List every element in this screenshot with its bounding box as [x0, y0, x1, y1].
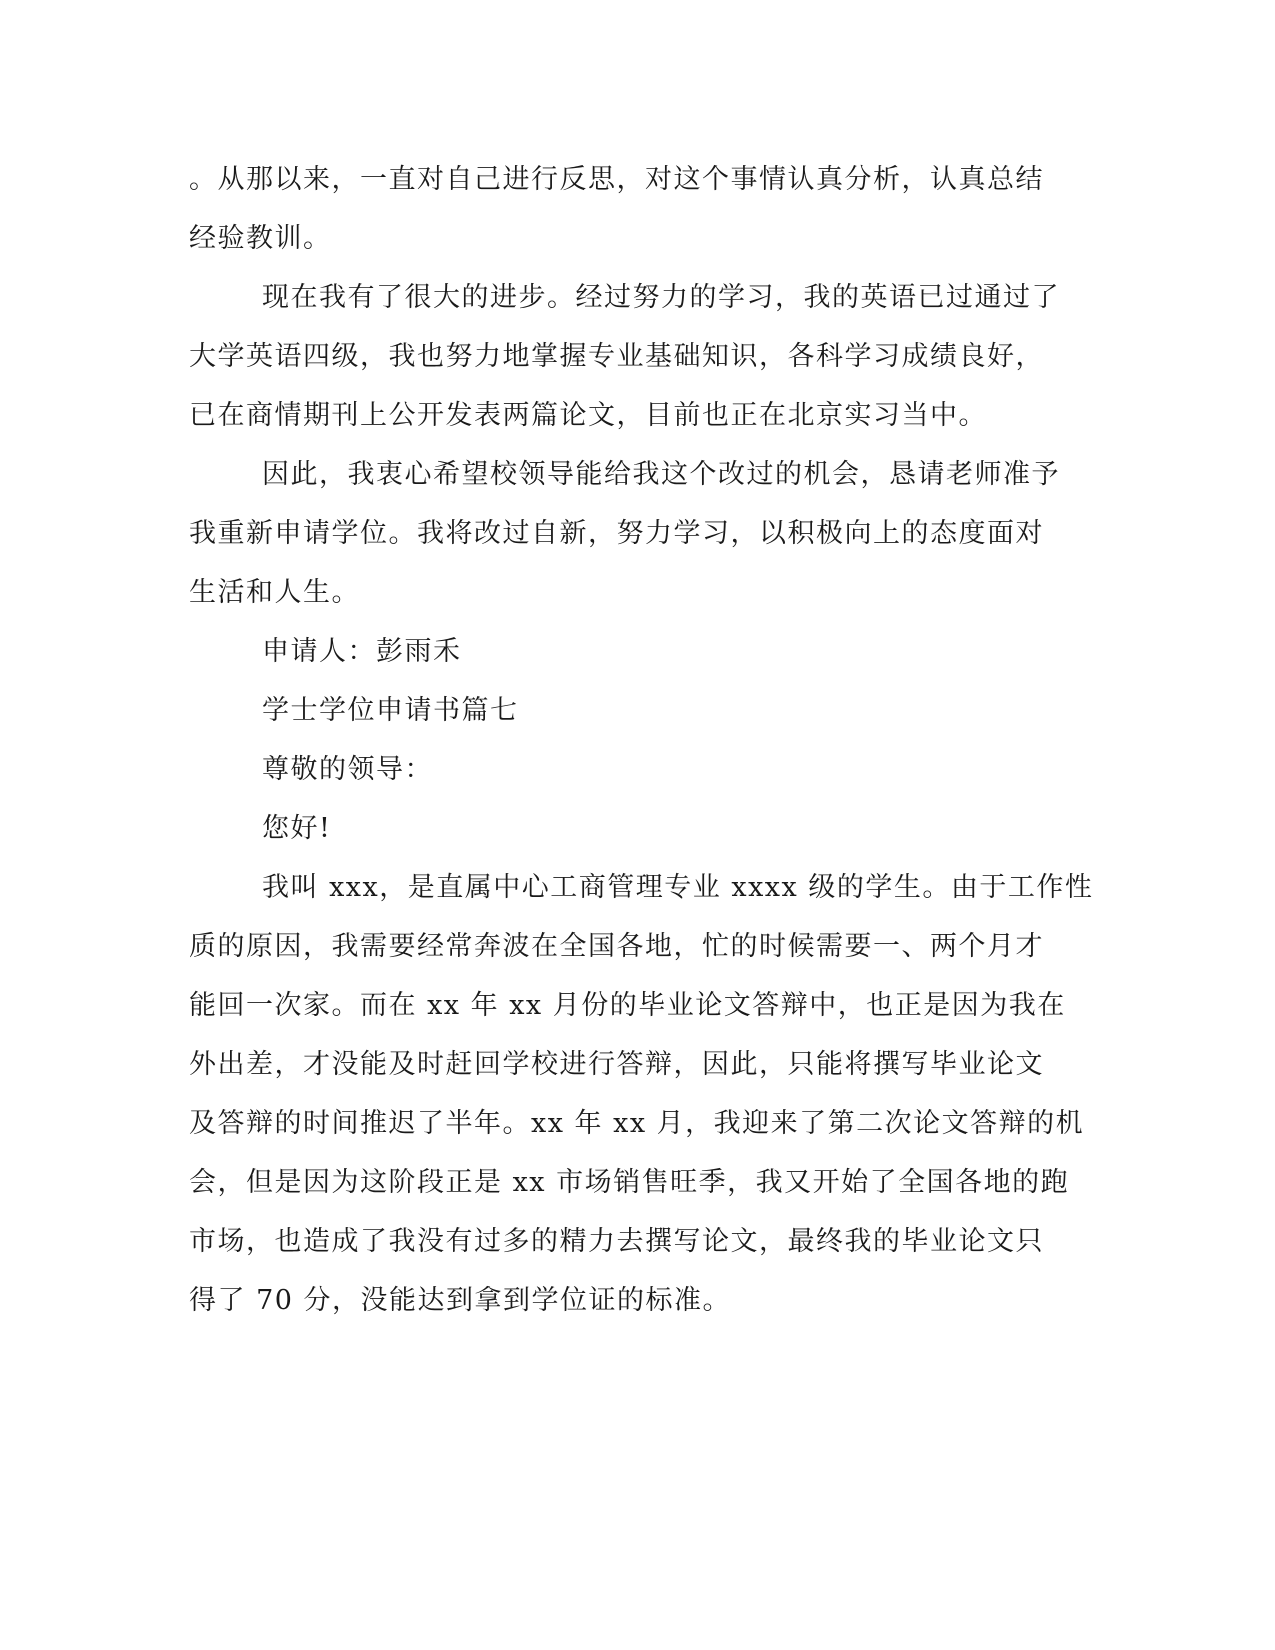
applicant-signature-line: 申请人：彭雨禾 — [262, 636, 462, 667]
text-line: 。从那以来，一直对自己进行反思，对这个事情认真分析，认真总结 — [189, 164, 1044, 195]
text-line: 经验教训。 — [189, 223, 332, 254]
greeting: 您好! — [262, 813, 332, 844]
text-line: 得了 70 分，没能达到拿到学位证的标准。 — [189, 1285, 732, 1316]
text-line: 质的原因，我需要经常奔波在全国各地，忙的时候需要一、两个月才 — [189, 931, 1044, 962]
text-line: 及答辩的时间推迟了半年。xx 年 xx 月，我迎来了第二次论文答辩的机 — [189, 1108, 1085, 1139]
text-line: 会，但是因为这阶段正是 xx 市场销售旺季，我又开始了全国各地的跑 — [189, 1167, 1070, 1198]
text-line: 我重新申请学位。我将改过自新，努力学习，以积极向上的态度面对 — [189, 518, 1044, 549]
salutation: 尊敬的领导： — [262, 754, 433, 785]
text-line: 市场，也造成了我没有过多的精力去撰写论文，最终我的毕业论文只 — [189, 1226, 1044, 1257]
paragraph-first-line: 因此，我衷心希望校领导能给我这个改过的机会，恳请老师准予 — [262, 459, 1060, 490]
paragraph-first-line: 现在我有了很大的进步。经过努力的学习，我的英语已过通过了 — [262, 282, 1060, 313]
text-line: 外出差，才没能及时赶回学校进行答辩，因此，只能将撰写毕业论文 — [189, 1049, 1044, 1080]
text-line: 大学英语四级，我也努力地掌握专业基础知识，各科学习成绩良好， — [189, 341, 1044, 372]
text-line: 能回一次家。而在 xx 年 xx 月份的毕业论文答辩中，也正是因为我在 — [189, 990, 1066, 1021]
text-line: 生活和人生。 — [189, 577, 360, 608]
paragraph-first-line: 我叫 xxx，是直属中心工商管理专业 xxxx 级的学生。由于工作性 — [262, 872, 1094, 903]
section-heading: 学士学位申请书篇七 — [262, 695, 519, 726]
text-line: 已在商情期刊上公开发表两篇论文，目前也正在北京实习当中。 — [189, 400, 987, 431]
